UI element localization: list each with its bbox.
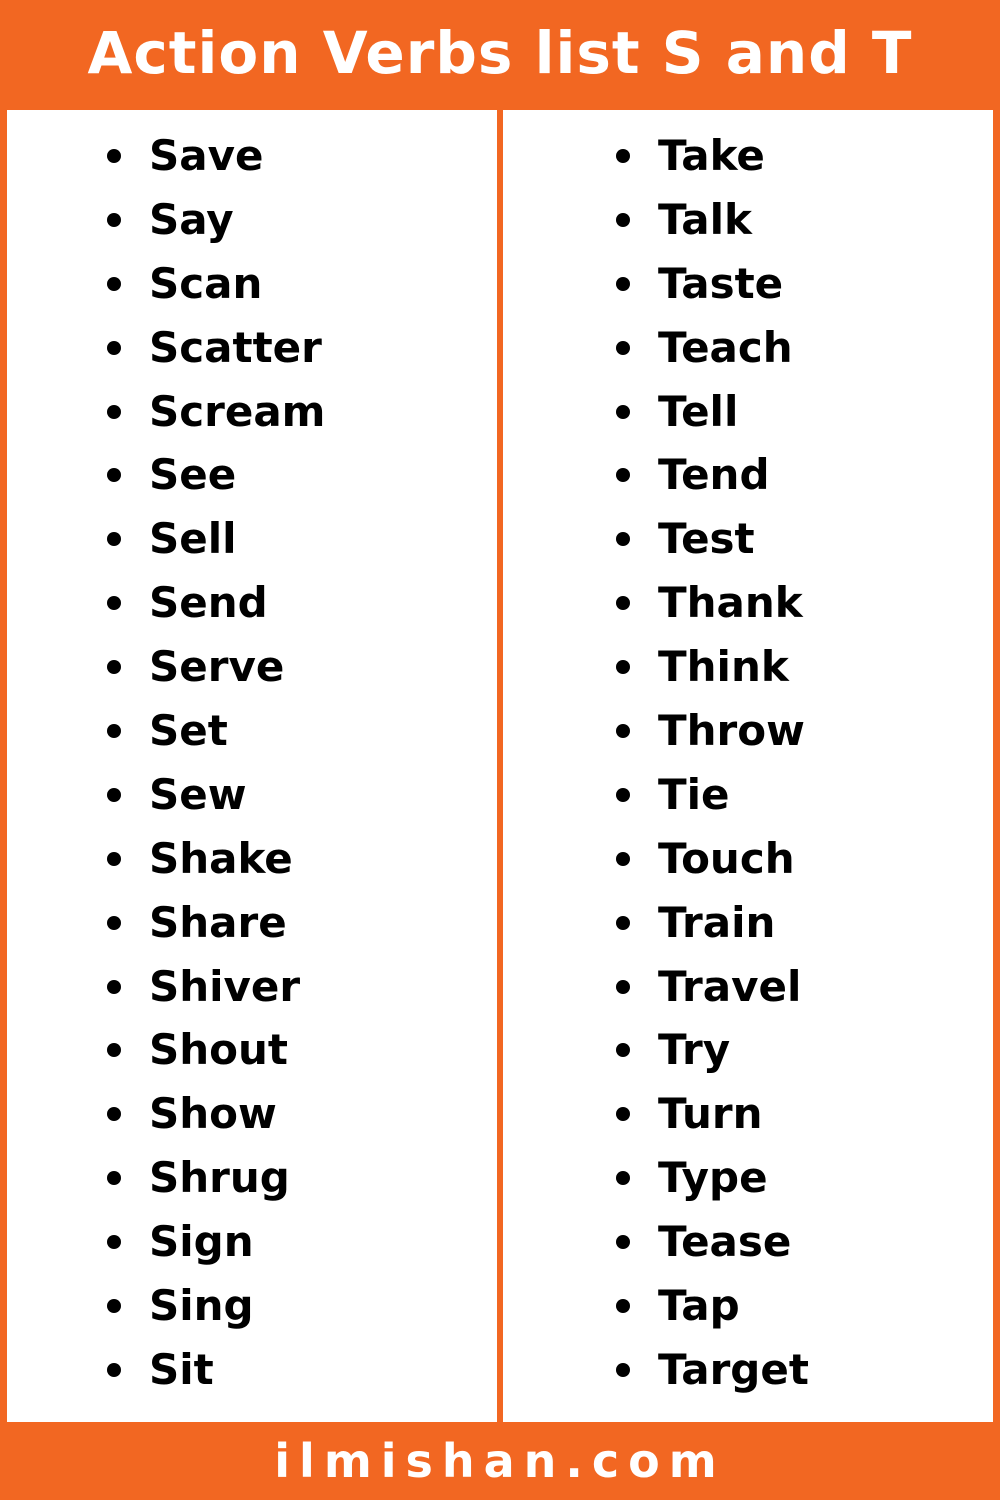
list-item: [616, 763, 809, 827]
verb-word: Set: [149, 705, 228, 755]
list-item: [107, 443, 325, 507]
list-item: [616, 699, 809, 763]
list-item: [107, 955, 325, 1019]
bullet-icon: [107, 1171, 121, 1185]
verb-word: Sell: [149, 514, 237, 564]
bullet-icon: [616, 596, 630, 610]
bullet-icon: [616, 405, 630, 419]
bullet-icon: [107, 916, 121, 930]
bullet-icon: [616, 468, 630, 482]
bullet-icon: [107, 1235, 121, 1249]
page-title: Action Verbs list S and T: [87, 19, 913, 87]
list-item: [616, 891, 809, 955]
list-item: [107, 699, 325, 763]
bullet-icon: [107, 980, 121, 994]
bullet-icon: [616, 1363, 630, 1377]
list-item: [616, 188, 809, 252]
verb-word: Serve: [149, 642, 285, 692]
list-item: [107, 1338, 325, 1402]
left-word-list: [107, 124, 325, 1402]
bullet-icon: [107, 1043, 121, 1057]
list-item: [616, 380, 809, 444]
list-item: [616, 252, 809, 316]
verb-word: Target: [658, 1344, 809, 1394]
bullet-icon: [616, 149, 630, 163]
list-item: [616, 1338, 809, 1402]
bullet-icon: [107, 724, 121, 738]
bullet-icon: [616, 660, 630, 674]
verb-word: Sing: [149, 1280, 254, 1330]
bullet-icon: [616, 213, 630, 227]
verb-word: See: [149, 450, 237, 500]
list-item: [616, 443, 809, 507]
list-item: [616, 1018, 809, 1082]
bullet-icon: [107, 149, 121, 163]
bullet-icon: [107, 852, 121, 866]
list-item: [107, 252, 325, 316]
verb-word: Touch: [658, 833, 795, 883]
list-item: [616, 507, 809, 571]
bullet-icon: [107, 596, 121, 610]
list-item: [107, 763, 325, 827]
footer-banner: [0, 1422, 1000, 1500]
right-word-list: [616, 124, 809, 1402]
verb-word: Throw: [658, 705, 805, 755]
list-item: [107, 827, 325, 891]
verb-word: Tend: [658, 450, 770, 500]
verb-word: Turn: [658, 1089, 763, 1139]
site-name: ilmishan.com: [274, 1434, 726, 1488]
bullet-icon: [107, 405, 121, 419]
bullet-icon: [107, 277, 121, 291]
bullet-icon: [616, 724, 630, 738]
bullet-icon: [616, 1299, 630, 1313]
verb-word: Show: [149, 1089, 277, 1139]
verb-word: Send: [149, 578, 268, 628]
list-item: [107, 1274, 325, 1338]
verb-word: Scan: [149, 258, 263, 308]
right-column-panel: [503, 110, 993, 1422]
list-item: [107, 380, 325, 444]
bullet-icon: [616, 916, 630, 930]
verb-word: Think: [658, 642, 789, 692]
left-column-panel: [7, 110, 497, 1422]
verb-word: Tell: [658, 386, 739, 436]
verb-word: Shake: [149, 833, 293, 883]
verb-word: Tap: [658, 1280, 740, 1330]
list-item: [107, 891, 325, 955]
bullet-icon: [107, 1299, 121, 1313]
list-item: [616, 571, 809, 635]
verb-word: Talk: [658, 194, 752, 244]
bullet-icon: [616, 532, 630, 546]
list-item: [107, 1146, 325, 1210]
list-item: [616, 124, 809, 188]
bullet-icon: [616, 788, 630, 802]
verb-word: Test: [658, 514, 755, 564]
bullet-icon: [107, 788, 121, 802]
list-item: [107, 571, 325, 635]
bullet-icon: [616, 341, 630, 355]
bullet-icon: [616, 1107, 630, 1121]
bullet-icon: [107, 532, 121, 546]
verb-word: Try: [658, 1025, 731, 1075]
header-banner: [0, 0, 1000, 110]
list-item: [107, 1210, 325, 1274]
verb-word: Sign: [149, 1217, 254, 1267]
list-item: [107, 1082, 325, 1146]
verb-word: Sit: [149, 1344, 214, 1394]
verb-word: Train: [658, 897, 776, 947]
verb-word: Shrug: [149, 1153, 290, 1203]
bullet-icon: [616, 277, 630, 291]
list-item: [616, 1210, 809, 1274]
bullet-icon: [616, 1043, 630, 1057]
list-item: [107, 188, 325, 252]
bullet-icon: [107, 1363, 121, 1377]
list-item: [616, 1146, 809, 1210]
list-item: [616, 827, 809, 891]
verb-word: Travel: [658, 961, 802, 1011]
verb-word: Teach: [658, 322, 793, 372]
bullet-icon: [616, 980, 630, 994]
list-item: [107, 316, 325, 380]
verb-word: Scream: [149, 386, 326, 436]
bullet-icon: [107, 468, 121, 482]
bullet-icon: [616, 1171, 630, 1185]
verb-word: Taste: [658, 258, 784, 308]
verb-word: Shout: [149, 1025, 288, 1075]
verb-word: Say: [149, 194, 234, 244]
list-item: [107, 635, 325, 699]
verb-word: Shiver: [149, 961, 301, 1011]
verb-word: Type: [658, 1153, 768, 1203]
bullet-icon: [107, 213, 121, 227]
bullet-icon: [616, 852, 630, 866]
bullet-icon: [107, 341, 121, 355]
list-item: [616, 1082, 809, 1146]
verb-word: Share: [149, 897, 287, 947]
verb-word: Thank: [658, 578, 803, 628]
verb-word: Take: [658, 130, 765, 180]
list-item: [107, 507, 325, 571]
list-item: [616, 635, 809, 699]
bullet-icon: [107, 1107, 121, 1121]
list-item: [616, 316, 809, 380]
verb-word: Tease: [658, 1217, 792, 1267]
verb-word: Tie: [658, 769, 730, 819]
verb-word: Sew: [149, 769, 247, 819]
list-item: [107, 124, 325, 188]
list-item: [107, 1018, 325, 1082]
list-item: [616, 1274, 809, 1338]
verb-word: Save: [149, 130, 264, 180]
bullet-icon: [616, 1235, 630, 1249]
list-item: [616, 955, 809, 1019]
bullet-icon: [107, 660, 121, 674]
verb-word: Scatter: [149, 322, 322, 372]
